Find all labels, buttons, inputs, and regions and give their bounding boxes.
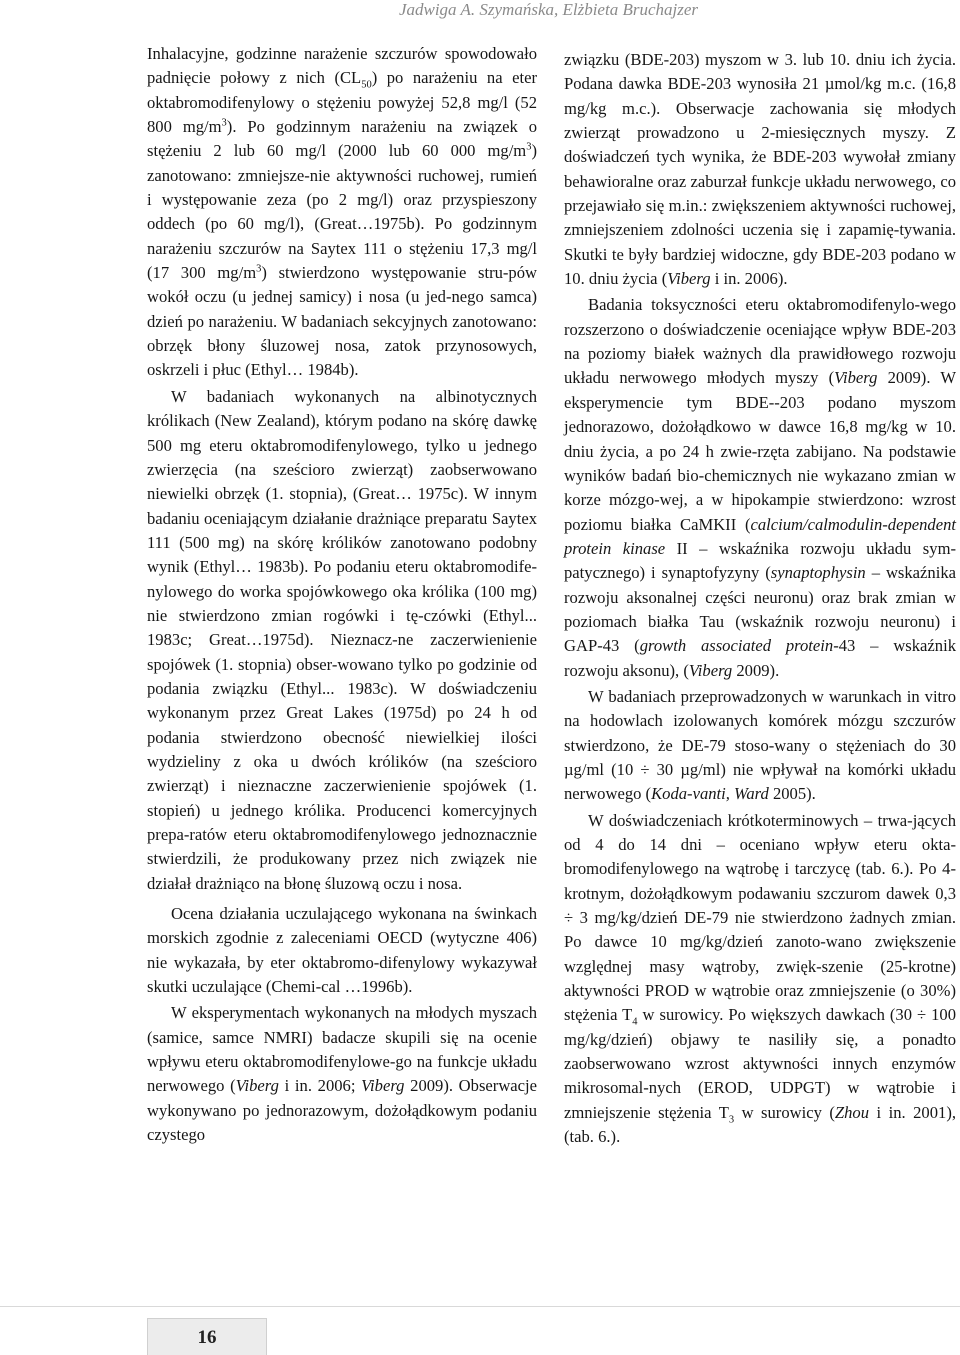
right-column bbox=[564, 48, 956, 1151]
paragraph-sensitization: Ocena działania uczulającego wykonana na świnkach morskich zgodnie z zaleceniami OECD (wytyczne 406) nie wykazała, by eter oktabromo-difenylowy wykazywał skutki uczulające (Chemi-cal …1996b). bbox=[147, 904, 537, 997]
paragraph-proteins: Badania toksyczności eteru oktabromodifenylo-wego rozszerzono o doświadczenie oceniające wpływ BDE-203 na poziomy białek ważnych dla prawidłowego rozwoju układu nerwowego młodych myszy (Viberg 2009). W eksperymencie tym BDE--203 podano myszom jednorazowo, dożołądkowo w dawce 16,8 mg/kg w 10. dniu życia, a po 24 h zwie-rzęta zabijano. Na podstawie wyników badań bio-chemicznych nie wykazano zmian w korze mózgo-wej, a w hipokampie stwierdzono: wzrost poziomu białka CaMKII (calcium/calmodulin-dependent protein kinase II – wskaźnika rozwoju układu sym-patycznego) i synaptofyzyny (synaptophysin – wskaźnika rozwoju aksonalnej części neuronu) oraz brak zmian w poziomach białka Tau (wskaźnik rozwoju neuronu) i GAP-43 (growth associated protein-43 – wskaźnik rozwoju aksonu), (Viberg 2009). bbox=[564, 295, 956, 680]
paragraph-bde203: związku (BDE-203) myszom w 3. lub 10. dniu ich życia. Podana dawka BDE-203 wynosiła 21 µmol/kg m.c. (16,8 mg/kg m.c.). Obserwacje zachowania się młodych zwierząt prowadzono u 2-miesięcznych myszy. Z doświadczeń tych wynika, że BDE-203 wywołał zmiany behawioralne oraz zaburzał funkcje układu nerwowego, co przejawiało się m.in.: zwiększeniem aktywności ruchowej, zmniejszeniem zdolności uczenia się i zapamię-tywania. Skutki te były bardziej widoczne, gdy BDE-203 podano w 10. dniu życia (Viberg i in. 2006). bbox=[564, 50, 956, 289]
paragraph-mice: W eksperymentach wykonanych na młodych myszach (samice, samce NMRI) badacze skupili się na ocenie wpływu eteru oktabromodifenylowe-go na funkcje układu nerwowego (Viberg i in. 2006; Viberg 2009). Obserwacje wykonywano po jednorazowym, dożołądkowym podaniu czystego bbox=[147, 1003, 538, 1145]
paragraph-in-vitro: W badaniach przeprowadzonych w warunkach in vitro na hodowlach izolowanych komórek mózgu szczurów stwierdzono, że DE-79 stoso-wany o stężeniach do 30 µg/ml (10 ÷ 30 µg/ml) nie wpływał na komórki układu nerwowego (Koda-vanti, Ward 2005). bbox=[564, 686, 956, 804]
paragraph-rabbits: W badaniach wykonanych na albinotycznych królikach (New Zealand), którym podano na skórę dawkę 500 mg eteru oktabromodifenylowego, tylko u jednego zwierzęcia (na sześcioro zwierząt) zaobserwowano niewielki obrzęk (1. stopnia), (Great… 1975c). W innym badaniu oceniającym działanie drażniące preparatu Saytex 111 (500 mg) na skórę królików zanotowano podobny wynik (Ethyl… 1983b). Po podaniu eteru oktabromodife-nylowego do worka spojówkowego oka królika (100 mg) nie stwierdzono zmian rogówki i tę-czówki (Ethyl... 1983c; Great…1975d). Nieznacz-ne zaczerwienienie spojówek (1. stopnia) obser-wowano tylko po godzinie od podania związku (Ethyl... 1983c). W doświadczeniu wykonanym przez Great Lakes (1975d) po 24 h od podania stwierdzono obecność niewielkiej ilości wydzieliny z oka u dwóch królików (na sześcioro zwierząt) i nieznaczne zaczerwienienie spojówek (1. stopień) u jednego królika. Producenci komercyjnych prepa-ratów eteru oktabromodifenylowego jednoznacznie stwierdzili, że produkowany przez nich związek nie działał drażniąco na błonę śluzową oczu i nosa. bbox=[147, 386, 537, 893]
paragraph-inhalation: Inhalacyjne, godzinne narażenie szczurów spowodowało padnięcie połowy z nich $(CL_{50})$ po narażeniu na eter oktabromodifenylowy o stężeniu powyżej 52,8 mg/l (52 800 $mg/m^3$). Po godzinnym narażeniu na związek o stężeniu 2 lub 60 mg/l (2000 lub 60 000 $mg/m^3$) zanotowano: zmniejsze-nie aktywności ruchowej, rumień i występowanie zeza (po 2 mg/l) oraz przyspieszony oddech (po 60 mg/l), (Great…1975b). Po godzinnym narażeniu szczurów na Saytex 111 o stężeniu 17,3 mg/l (17 300 $mg/m^3$) stwierdzono występowanie stru-pów wokół oczu (u jednej samicy) i nosa (u jed-nego samca) dzień po narażeniu. W badaniach sekcyjnych zanotowano: obrzęk błony śluzowej nosa, zatok przynosowych, oskrzeli i płuc (Ethyl… 1984b). bbox=[147, 44, 538, 380]
page-number-box bbox=[147, 1318, 267, 1355]
running-head: Jadwiga A. Szymańska, Elżbieta Bruchajzer bbox=[398, 0, 698, 19]
paragraph-short-term: W doświadczeniach krótkoterminowych – trwa-jących od 4 do 14 dni – oceniano wpływ eteru okta-bromodifenylowego na wątrobę i tarczycę (tab. 6.). Po 4-krotnym, dożołądkowym podawaniu szczurom dawek 0,3 ÷ 3 mg/kg/dzień DE-79 nie stwierdzono żadnych zmian. Po dawce 10 mg/kg/dzień zanoto-wano zwiększenie względnej masy wątroby, zwięk-szenie (25-krotne) aktywności PROD w wątrobie oraz zmniejszenie (o 30%) stężenia $T_4$ w surowicy. Po większych dawkach (30 ÷ 100 mg/kg/dzień) objawy te nasiliły się, a ponadto zaobserwowano wzrost aktywności innych enzymów mikrosomal-nych (EROD, UDPGT) w wątrobie i zmniejszenie stężenia $T_3$ w surowicy (Zhou i in. 2001), (tab. 6.). bbox=[564, 810, 957, 1147]
left-column bbox=[147, 42, 537, 1149]
footer-rule bbox=[0, 1306, 960, 1307]
page-number: 16 bbox=[197, 1327, 217, 1348]
